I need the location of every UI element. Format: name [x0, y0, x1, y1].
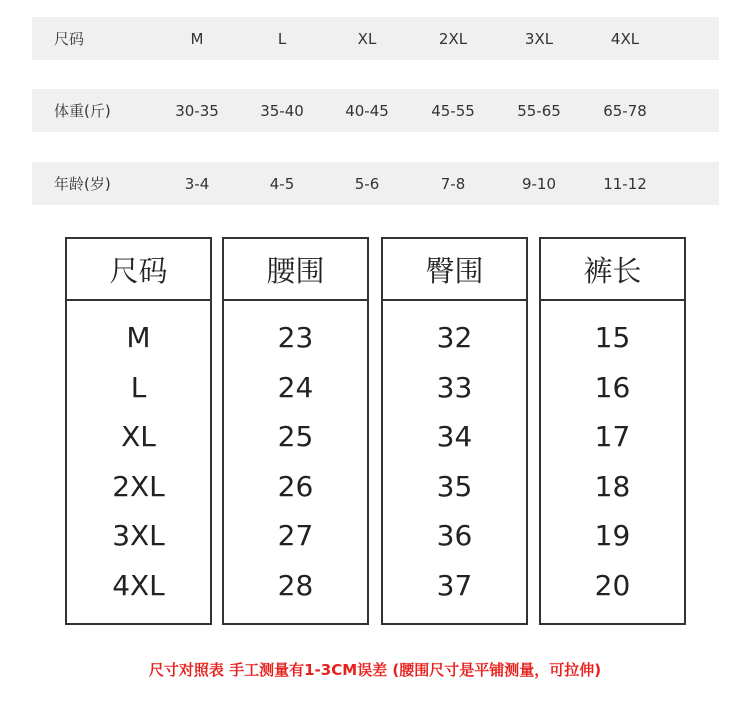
column-header: 裤长: [541, 239, 684, 301]
column-value: 37: [436, 568, 473, 602]
measurement-note: 尺寸对照表 手工测量有1-3CM误差 (腰围尺寸是平铺测量，可拉伸): [148, 661, 602, 679]
column-value: 18: [594, 469, 631, 503]
band-cell: 2XL: [438, 29, 468, 48]
band-label: 尺码: [54, 30, 85, 48]
band-cell: 5-6: [354, 174, 380, 193]
column-value: 19: [594, 519, 631, 553]
column-value: 26: [277, 469, 314, 503]
column-value: 2XL: [112, 469, 165, 503]
band-cell: 7-8: [440, 174, 466, 193]
column-value: XL: [121, 420, 156, 454]
column-value: 17: [594, 420, 631, 454]
column-value: 35: [436, 469, 473, 503]
band-cell: XL: [357, 29, 377, 48]
column-value: 32: [436, 321, 473, 355]
band-cell: 4XL: [610, 29, 640, 48]
column-value: M: [126, 321, 151, 355]
band-label: 体重(斤): [54, 102, 111, 120]
column-value: 23: [277, 321, 314, 355]
size-column: [65, 237, 212, 625]
column-value: 24: [277, 370, 314, 404]
band-cell: 4-5: [269, 174, 295, 193]
band-label: 年龄(岁): [54, 175, 111, 193]
column-value: 34: [436, 420, 473, 454]
column-value: 15: [594, 321, 631, 355]
band-cell: 11-12: [603, 174, 647, 193]
waist-column: [222, 237, 369, 625]
column-value: 16: [594, 370, 631, 404]
band-cell: 45-55: [431, 101, 475, 120]
column-header: 腰围: [224, 239, 367, 301]
column-value: 27: [277, 519, 314, 553]
band-cell: 30-35: [175, 101, 219, 120]
column-header: 臀围: [383, 239, 526, 301]
pants-length-column: [539, 237, 686, 625]
band-cell: 35-40: [260, 101, 304, 120]
hip-column: [381, 237, 528, 625]
band-cell: 3-4: [184, 174, 210, 193]
age-band: [32, 162, 719, 205]
band-cell: 9-10: [521, 174, 557, 193]
band-cell: 65-78: [603, 101, 647, 120]
band-cell: M: [190, 29, 204, 48]
weight-band: [32, 89, 719, 132]
column-value: 36: [436, 519, 473, 553]
band-cell: 3XL: [524, 29, 554, 48]
band-cell: 55-65: [517, 101, 561, 120]
column-value: 3XL: [112, 519, 165, 553]
column-value: 20: [594, 568, 631, 602]
column-value: 25: [277, 420, 314, 454]
column-header: 尺码: [67, 239, 210, 301]
column-value: 28: [277, 568, 314, 602]
size-band: [32, 17, 719, 60]
column-value: L: [130, 370, 147, 404]
band-cell: 40-45: [345, 101, 389, 120]
band-cell: L: [277, 29, 287, 48]
column-value: 4XL: [112, 568, 165, 602]
column-value: 33: [436, 370, 473, 404]
